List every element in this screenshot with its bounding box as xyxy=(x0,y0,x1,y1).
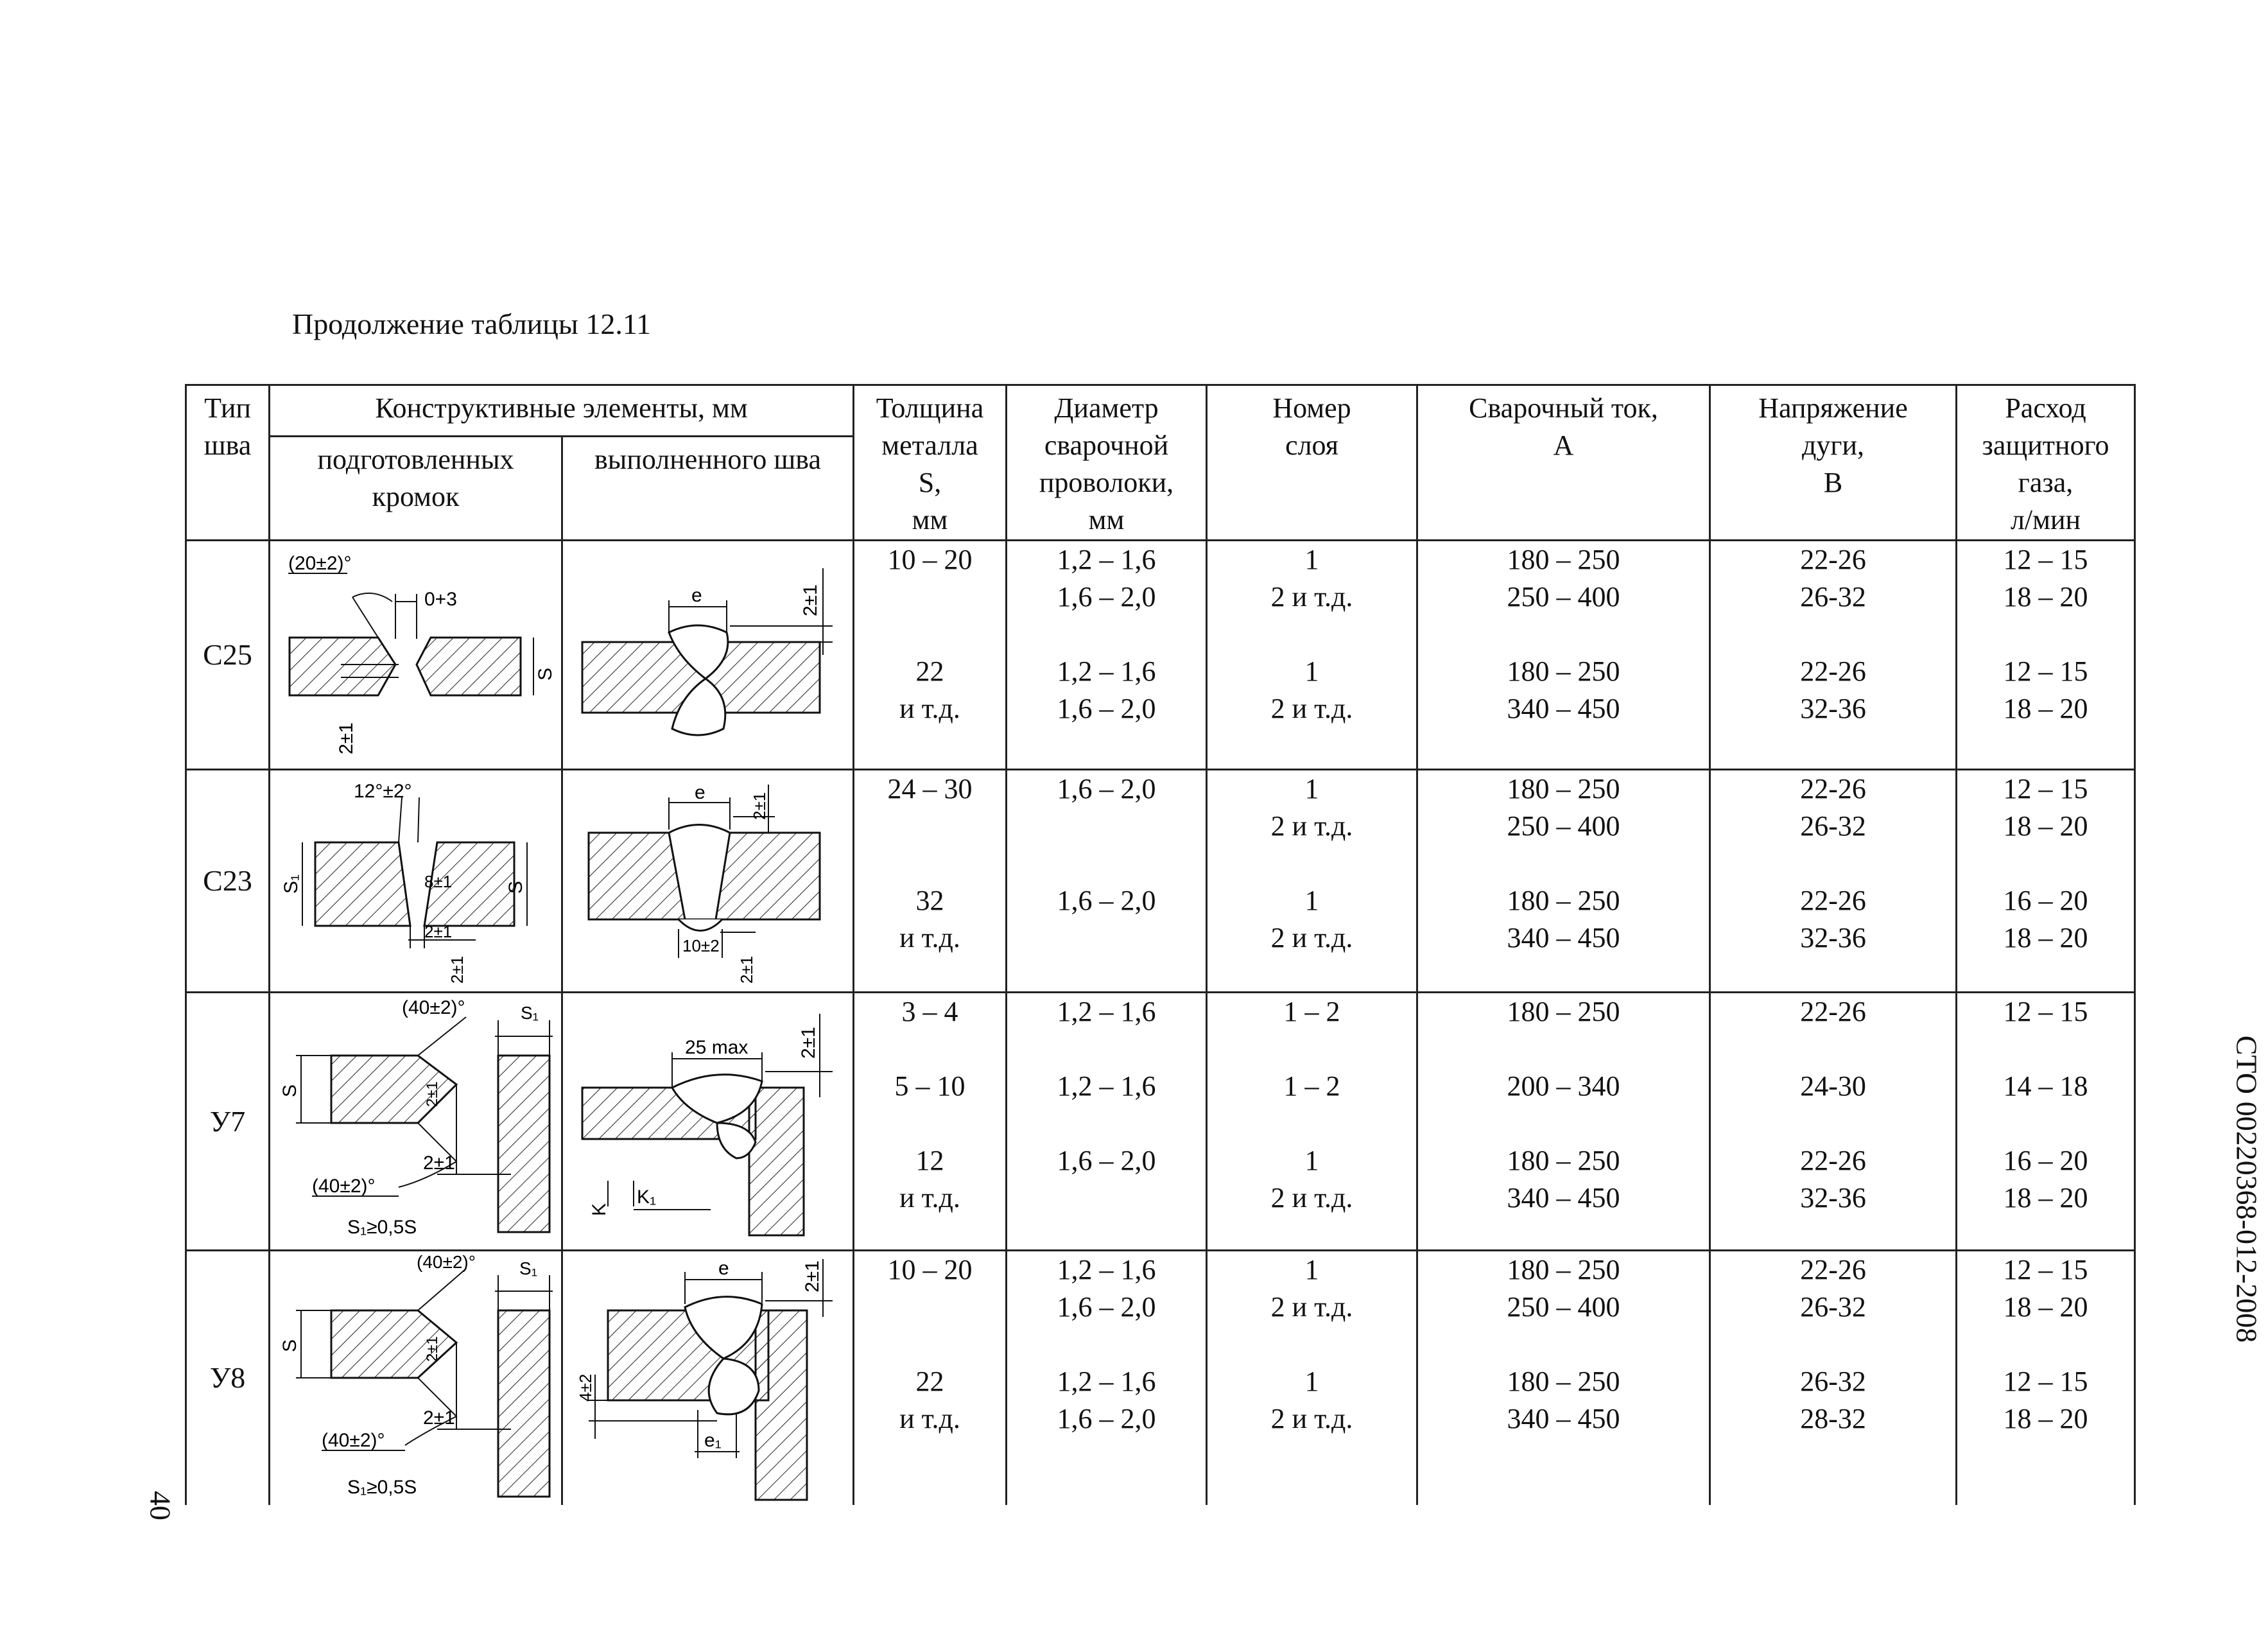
wire-cell xyxy=(1007,993,1207,1251)
cell-value: 12 – 15 xyxy=(2003,656,2088,687)
prep-condition-label: S₁≥0,5S xyxy=(347,1217,417,1238)
cell-value xyxy=(1711,1105,1955,1142)
cell-value xyxy=(1007,1326,1206,1363)
cell-value xyxy=(854,578,1005,616)
cell-value: 32 xyxy=(915,885,944,916)
prep-angle-label: 12°±2° xyxy=(354,781,412,802)
prep-angle-label: (20±2)° xyxy=(288,553,352,574)
prep-gap-label: 2±1 xyxy=(423,1407,455,1429)
prep-drawing-u8 xyxy=(270,1251,562,1505)
prep-s-label: S xyxy=(279,1339,300,1353)
prep-root-label: 2±1 xyxy=(424,1081,441,1107)
cell-value: 1,2 – 1,6 xyxy=(1057,1254,1156,1285)
weld-width-label: e xyxy=(691,585,702,606)
cell-value xyxy=(854,808,1005,845)
cell-value xyxy=(1208,1326,1416,1363)
cell-value: 1,6 – 2,0 xyxy=(1057,773,1156,804)
cell-value xyxy=(854,1289,1005,1326)
prep-s1-label: S₁ xyxy=(521,1003,539,1023)
cell-value: 10 – 20 xyxy=(887,1254,973,1285)
cell-value xyxy=(1957,616,2134,653)
cell-value xyxy=(854,1105,1005,1142)
cell-value: 340 – 450 xyxy=(1507,1182,1620,1213)
thickness-cell xyxy=(854,1251,1007,1505)
prep-angle-top-label: (40±2)° xyxy=(402,997,465,1018)
thickness-cell xyxy=(854,541,1007,770)
prep-drawing-c25 xyxy=(270,541,562,770)
cell-value: 24-30 xyxy=(1800,1070,1866,1102)
gas-cell xyxy=(1957,541,2135,770)
cell-value xyxy=(1007,1105,1206,1142)
cell-value xyxy=(1418,616,1709,653)
header-layer-number: Номер слоя xyxy=(1207,385,1417,541)
weld-width-label: e xyxy=(695,782,706,803)
gas-cell xyxy=(1957,770,2135,993)
weld-type: У7 xyxy=(186,993,270,1251)
cell-value xyxy=(1007,1179,1206,1217)
prep-root-label: 2±1 xyxy=(424,1336,441,1362)
prep-s1-label: S₁ xyxy=(281,874,302,894)
cell-value xyxy=(854,616,1005,653)
cell-value xyxy=(1007,1030,1206,1068)
cell-value: 28-32 xyxy=(1800,1403,1866,1434)
cell-value xyxy=(1007,808,1206,845)
prep-gap-label: 2±1 xyxy=(423,1152,455,1174)
cell-value: 18 – 20 xyxy=(2003,810,2088,842)
weld-reinf-label: 2±1 xyxy=(798,1027,819,1059)
cell-value: 3 – 4 xyxy=(901,996,958,1027)
thickness-cell xyxy=(854,993,1007,1251)
prep-angle-top-label: (40±2)° xyxy=(417,1253,476,1273)
cell-value xyxy=(1208,1105,1416,1142)
table-caption: Продолжение таблицы 12.11 xyxy=(292,308,652,340)
cell-value: 1,2 – 1,6 xyxy=(1057,656,1156,687)
cell-value: 22-26 xyxy=(1800,544,1866,575)
weld-drawing-u7 xyxy=(562,993,854,1251)
weld-drawing-c23 xyxy=(562,770,854,993)
cell-value: 2 и т.д. xyxy=(1270,1291,1353,1323)
header-elements: Конструктивные элементы, мм xyxy=(270,385,854,437)
weld-reinf-label: 2±1 xyxy=(750,792,769,820)
prep-gap-label: 2±1 xyxy=(424,922,453,941)
cell-value: 10 – 20 xyxy=(887,544,973,575)
cell-value: 200 – 340 xyxy=(1507,1070,1620,1102)
cell-value: 180 – 250 xyxy=(1507,1366,1620,1397)
cell-value: 1,2 – 1,6 xyxy=(1057,544,1156,575)
cell-value: 180 – 250 xyxy=(1507,773,1620,804)
cell-value xyxy=(1208,1030,1416,1068)
cell-value xyxy=(1208,845,1416,882)
prep-bottom-label: 2±1 xyxy=(447,955,467,984)
cell-value: 12 xyxy=(915,1145,944,1176)
cell-value: 340 – 450 xyxy=(1507,1403,1620,1434)
cell-value: 12 – 15 xyxy=(2003,1366,2088,1397)
cell-value: 1,6 – 2,0 xyxy=(1057,885,1156,916)
table-row xyxy=(186,541,2135,770)
header-current: Сварочный ток, А xyxy=(1417,385,1710,541)
document-code: СТО 00220368-012-2008 xyxy=(2230,1035,2264,1343)
cell-value: 2 и т.д. xyxy=(1270,810,1353,842)
cell-value: и т.д. xyxy=(899,693,960,724)
cell-value: 16 – 20 xyxy=(2003,1145,2088,1176)
weld-type: С23 xyxy=(186,770,270,993)
layer-cell xyxy=(1207,770,1417,993)
cell-value: 250 – 400 xyxy=(1507,810,1620,842)
cell-value: 14 – 18 xyxy=(2003,1070,2088,1102)
cell-value: и т.д. xyxy=(899,1182,960,1213)
cell-value: 180 – 250 xyxy=(1507,544,1620,575)
layer-cell xyxy=(1207,1251,1417,1505)
thickness-cell xyxy=(854,770,1007,993)
cell-value xyxy=(1418,1326,1709,1363)
table-row xyxy=(186,993,2135,1251)
cell-value xyxy=(1418,1030,1709,1068)
cell-value: 26-32 xyxy=(1800,810,1866,842)
cell-value: 32-36 xyxy=(1800,693,1866,724)
weld-type: У8 xyxy=(186,1251,270,1505)
current-cell xyxy=(1417,993,1710,1251)
cell-value: 2 и т.д. xyxy=(1270,693,1353,724)
table-row xyxy=(186,1251,2135,1505)
prep-drawing-u7 xyxy=(270,993,562,1251)
voltage-cell xyxy=(1710,1251,1957,1505)
cell-value: 1,6 – 2,0 xyxy=(1057,1291,1156,1323)
cell-value: 22-26 xyxy=(1800,885,1866,916)
prep-root-label: 8±1 xyxy=(424,872,453,891)
cell-value xyxy=(1418,845,1709,882)
cell-value: 22 xyxy=(915,1366,944,1397)
cell-value: 32-36 xyxy=(1800,1182,1866,1213)
cell-value xyxy=(1711,1326,1955,1363)
cell-value: 1 – 2 xyxy=(1283,1070,1340,1102)
cell-value: 16 – 20 xyxy=(2003,885,2088,916)
cell-value: 1 xyxy=(1304,544,1319,575)
cell-value xyxy=(1957,845,2134,882)
weld-reinf-label: 2±1 xyxy=(802,1260,823,1293)
prep-condition-label: S₁≥0,5S xyxy=(347,1477,417,1499)
cell-value: 18 – 20 xyxy=(2003,1291,2088,1323)
cell-value xyxy=(1711,1030,1955,1068)
header-voltage: Напряжение дуги, В xyxy=(1710,385,1957,541)
weld-root-width-label: 10±2 xyxy=(682,936,720,955)
current-cell xyxy=(1417,541,1710,770)
cell-value xyxy=(1957,1030,2134,1068)
weld-drawing-u8 xyxy=(562,1251,854,1505)
voltage-cell xyxy=(1710,993,1957,1251)
cell-value: 26-32 xyxy=(1800,1291,1866,1323)
header-prepared-edges: подготовленных кромок xyxy=(270,437,562,541)
cell-value: 1,6 – 2,0 xyxy=(1057,693,1156,724)
header-thickness: Толщина металла S, мм xyxy=(854,385,1007,541)
wire-cell xyxy=(1007,770,1207,993)
layer-cell xyxy=(1207,993,1417,1251)
cell-value xyxy=(854,1030,1005,1068)
cell-value: 1 xyxy=(1304,885,1319,916)
cell-value: и т.д. xyxy=(899,1403,960,1434)
cell-value xyxy=(854,845,1005,882)
prep-angle-bottom-label: (40±2)° xyxy=(322,1430,385,1452)
cell-value: 22-26 xyxy=(1800,1254,1866,1285)
weld-type: С25 xyxy=(186,541,270,770)
weld-root-width-label: e₁ xyxy=(704,1430,722,1452)
cell-value xyxy=(1208,616,1416,653)
prep-s1-label: S₁ xyxy=(519,1258,538,1279)
weld-reinf-label: 2±1 xyxy=(800,584,821,616)
weld-width-label: e xyxy=(718,1258,729,1280)
cell-value: 1 xyxy=(1304,1254,1319,1285)
cell-value: 12 – 15 xyxy=(2003,544,2088,575)
cell-value: 18 – 20 xyxy=(2003,693,2088,724)
voltage-cell xyxy=(1710,770,1957,993)
cell-value: 1,6 – 2,0 xyxy=(1057,1403,1156,1434)
prep-gap-label: 0+3 xyxy=(424,589,457,610)
cell-value: 18 – 20 xyxy=(2003,1182,2088,1213)
cell-value: 12 – 15 xyxy=(2003,996,2088,1027)
prep-root-label: 2±1 xyxy=(336,722,357,754)
gas-cell xyxy=(1957,993,2135,1251)
weld-width-label: 25 max xyxy=(685,1037,749,1058)
cell-value: 24 – 30 xyxy=(887,773,973,804)
cell-value xyxy=(1711,616,1955,653)
header-type: Тип шва xyxy=(186,385,270,541)
prep-s-label: S xyxy=(279,1084,300,1097)
weld-k1-label: K₁ xyxy=(637,1187,657,1208)
voltage-cell xyxy=(1710,541,1957,770)
cell-value: 180 – 250 xyxy=(1507,1145,1620,1176)
prep-drawing-c23 xyxy=(270,770,562,993)
weld-k-label: K xyxy=(589,1203,610,1216)
cell-value: 22-26 xyxy=(1800,1145,1866,1176)
gas-cell xyxy=(1957,1251,2135,1505)
wire-cell xyxy=(1007,1251,1207,1505)
weld-drawing-c25 xyxy=(562,541,854,770)
cell-value: 1 xyxy=(1304,656,1319,687)
cell-value: 22 xyxy=(915,656,944,687)
prep-s-label: S xyxy=(505,880,526,894)
cell-value xyxy=(1007,845,1206,882)
cell-value: 1,6 – 2,0 xyxy=(1057,581,1156,613)
prep-s-label: S xyxy=(535,667,556,681)
cell-value: 180 – 250 xyxy=(1507,656,1620,687)
cell-value: 26-32 xyxy=(1800,1366,1866,1397)
cell-value: 5 – 10 xyxy=(894,1070,965,1102)
cell-value: 1 xyxy=(1304,1366,1319,1397)
cell-value: 1,2 – 1,6 xyxy=(1057,1366,1156,1397)
cell-value: 18 – 20 xyxy=(2003,922,2088,953)
cell-value: 1 xyxy=(1304,773,1319,804)
cell-value xyxy=(1957,1105,2134,1142)
weld-side-label: 4±2 xyxy=(576,1374,595,1402)
header-wire-diameter: Диаметр сварочной проволоки, мм xyxy=(1007,385,1207,541)
cell-value: 2 и т.д. xyxy=(1270,1182,1353,1213)
wire-cell xyxy=(1007,541,1207,770)
cell-value: 1 xyxy=(1304,1145,1319,1176)
cell-value xyxy=(1711,845,1955,882)
cell-value xyxy=(854,1326,1005,1363)
cell-value: и т.д. xyxy=(899,922,960,953)
cell-value: 250 – 400 xyxy=(1507,1291,1620,1323)
current-cell xyxy=(1417,770,1710,993)
cell-value: 180 – 250 xyxy=(1507,885,1620,916)
cell-value xyxy=(1007,919,1206,957)
cell-value: 26-32 xyxy=(1800,581,1866,613)
cell-value: 22-26 xyxy=(1800,656,1866,687)
cell-value: 2 и т.д. xyxy=(1270,922,1353,953)
header-gas-flow: Расход защитного газа, л/мин xyxy=(1957,385,2135,541)
cell-value: 22-26 xyxy=(1800,996,1866,1027)
cell-value: 22-26 xyxy=(1800,773,1866,804)
cell-value: 32-36 xyxy=(1800,922,1866,953)
current-cell xyxy=(1417,1251,1710,1505)
cell-value xyxy=(1957,1326,2134,1363)
cell-value: 2 и т.д. xyxy=(1270,1403,1353,1434)
weld-root-height-label: 2±1 xyxy=(737,955,756,984)
prep-angle-bottom-label: (40±2)° xyxy=(312,1176,376,1197)
cell-value: 180 – 250 xyxy=(1507,1254,1620,1285)
cell-value: 18 – 20 xyxy=(2003,581,2088,613)
cell-value xyxy=(1007,616,1206,653)
cell-value: 180 – 250 xyxy=(1507,996,1620,1027)
layer-cell xyxy=(1207,541,1417,770)
cell-value: 1,2 – 1,6 xyxy=(1057,1070,1156,1102)
cell-value: 1 – 2 xyxy=(1283,996,1340,1027)
cell-value: 12 – 15 xyxy=(2003,773,2088,804)
welding-parameters-table xyxy=(185,384,2136,1505)
table-row xyxy=(186,770,2135,993)
cell-value: 18 – 20 xyxy=(2003,1403,2088,1434)
page-number: 40 xyxy=(144,1491,177,1520)
cell-value: 1,2 – 1,6 xyxy=(1057,996,1156,1027)
cell-value: 1,6 – 2,0 xyxy=(1057,1145,1156,1176)
cell-value: 12 – 15 xyxy=(2003,1254,2088,1285)
cell-value: 2 и т.д. xyxy=(1270,581,1353,613)
cell-value: 340 – 450 xyxy=(1507,922,1620,953)
cell-value: 340 – 450 xyxy=(1507,693,1620,724)
cell-value: 250 – 400 xyxy=(1507,581,1620,613)
cell-value xyxy=(1418,1105,1709,1142)
header-finished-weld: выполненного шва xyxy=(562,437,854,541)
